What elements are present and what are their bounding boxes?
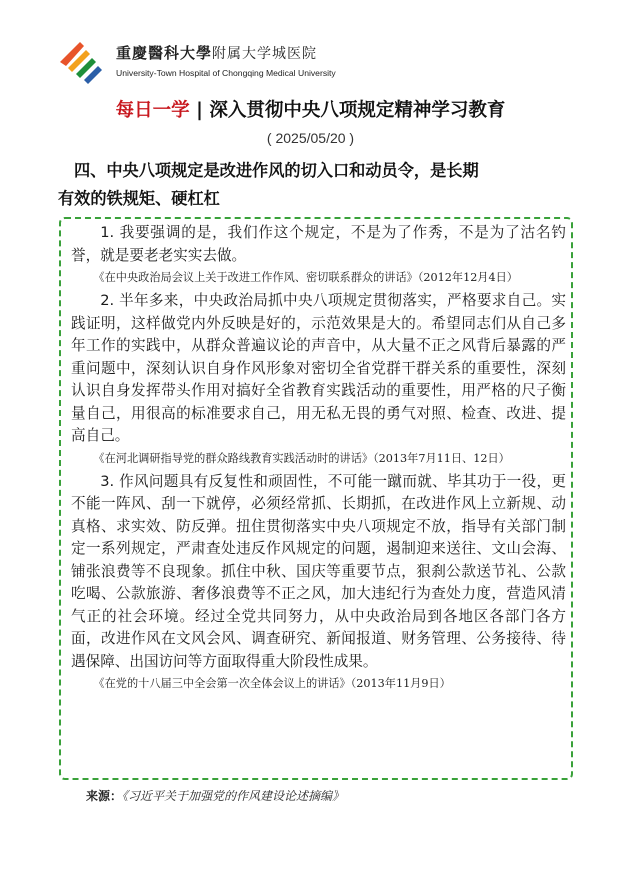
quote-paragraph-2: 2. 半年多来，中央政治局抓中央八项规定贯彻落实，严格要求自己。实践证明，这样做党内外反映是好的，示范效果是大的。希望同志们从自己多年工作的实践中，从群众普遍议论的声音中，从大量不正之风背后暴露的严重问题中，深刻认识自身作风形象对密切全省党群干群关系的重要性，深刻认识自身发挥带头作用对搞好全省教育实践活动的重要性，用严格的尺子衡量自己，用很高的标准要求自己，用无私无畏的勇气对照、检查、改进、提高自己。 — [71, 292, 566, 444]
quote-paragraph-3: 3. 作风问题具有反复性和顽固性，不可能一蹴而就、毕其功于一役，更不能一阵风、刮一下就停，必须经常抓、长期抓，在改进作风上立新规、动真格、求实效、防反弹。扭住贯彻落实中央八项规定不放，指导有关部门制定一系列规定，严肃查处违反作风规定的问题，遏制迎来送往、文山会海、铺张浪费等不良现象。抓住中秋、国庆等重要节点，狠刹公款送节礼、公款吃喝、公款旅游、奢侈浪费等不正之风，加大违纪行为查处力度，营造风清气正的社会环境。经过全党共同努力，从中央政治局到各地区各部门各方面，改进作风在文风会风、调查研究、新闻报道、财务管理、公务接待、待遇保障、出国访问等方面取得重大阶段性成果。 — [71, 472, 566, 670]
quote-citation-1: 《在中央政治局会议上关于改进工作作风、密切联系群众的讲话》（2012年12月4日） — [93, 271, 518, 284]
quote-citation-3: 《在党的十八届三中全会第一次全体会议上的讲话》（2013年11月9日） — [93, 677, 451, 690]
hospital-name-main: 重慶醫科大學 — [116, 44, 213, 62]
source-value: 《习近平关于加强党的作风建设论述摘编》 — [122, 789, 345, 803]
title-main: 深入贯彻中央八项规定精神学习教育 — [209, 100, 506, 121]
title-separator: | — [196, 100, 203, 121]
section-heading-line1: 四、中央八项规定是改进作风的切入口和动员令，是长期 — [74, 161, 479, 180]
hospital-name-suffix: 附属大学城医院 — [212, 46, 318, 62]
section-heading-line2: 有效的铁规矩、硬杠杠 — [58, 189, 220, 208]
hospital-logo-icon — [58, 40, 108, 84]
quote-paragraph-1: 1. 我要强调的是，我们作这个规定，不是为了作秀，不是为了沽名钓誉，就是要老老实实去做。 — [71, 224, 566, 264]
page-title — [0, 96, 621, 122]
quote-content — [71, 222, 566, 696]
section-heading — [58, 157, 572, 213]
hospital-header — [58, 40, 358, 86]
source-line — [86, 787, 344, 804]
quote-citation-2: 《在河北调研指导党的群众路线教育实践活动时的讲话》（2013年7月11日、12日） — [93, 451, 510, 465]
source-label: 来源： — [86, 789, 123, 803]
hospital-name-en: University-Town Hospital of Chongqing Medical University — [116, 68, 336, 78]
hospital-name-cn — [116, 42, 317, 63]
title-prefix: 每日一学 — [115, 100, 190, 121]
publish-date: ( 2025/05/20 ) — [266, 130, 355, 146]
